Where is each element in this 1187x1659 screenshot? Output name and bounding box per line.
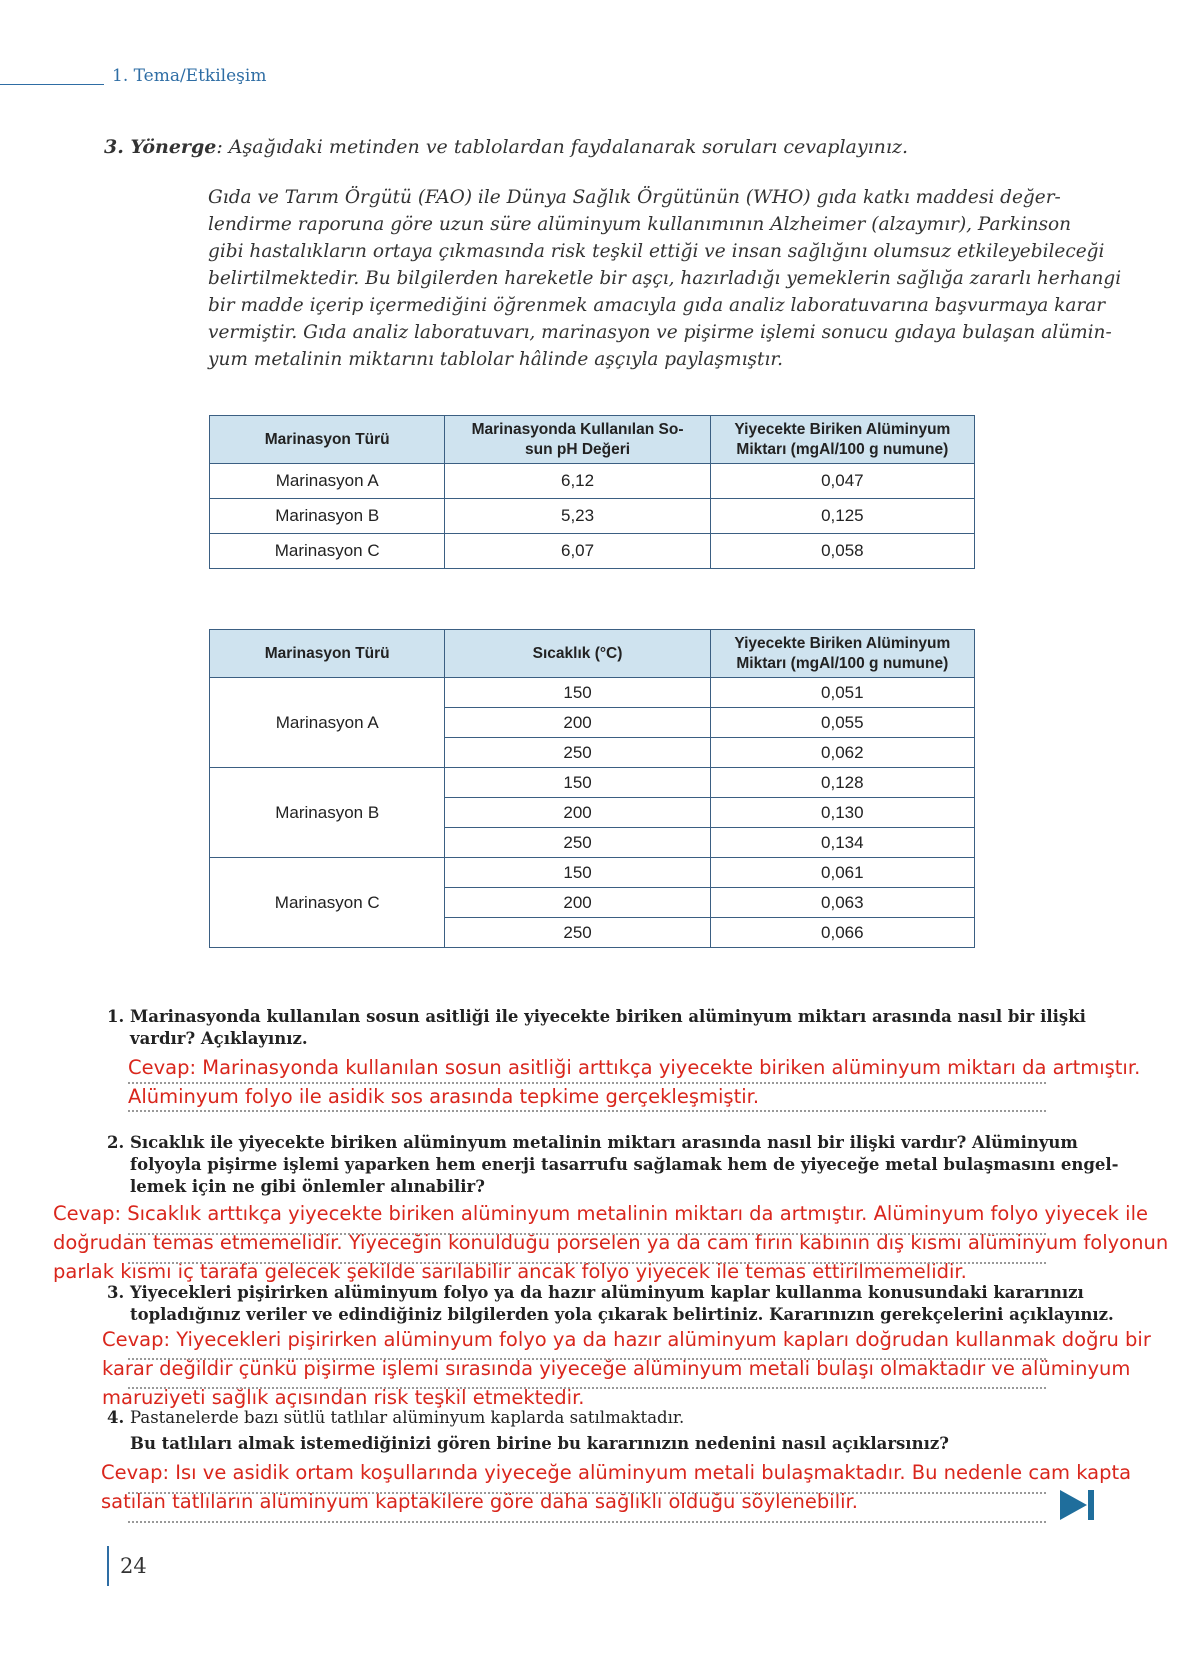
question-text (130, 1006, 1086, 1050)
table-cell: 200 (445, 708, 710, 738)
answer-line: maruziyeti sağlık açısından risk teşkil etmektedir. (102, 1386, 585, 1409)
question-line: Pastanelerde bazı sütlü tatlılar alüminyum kaplarda satılmaktadır. (130, 1408, 685, 1427)
passage-line: lendirme raporuna göre uzun süre alüminyum kullanımının Alzheimer (alzaymır), Parkinson (208, 214, 1071, 235)
header-rule (0, 84, 104, 85)
question-number: 4. (107, 1408, 125, 1427)
question-line: Sıcaklık ile yiyecekte biriken alüminyum metalinin miktarı arasında nasıl bir ilişki vardır? Alüminyum (130, 1133, 1078, 1152)
page-number: 24 (120, 1554, 147, 1578)
answer-dotted-line (128, 1492, 1046, 1494)
table-cell: 0,130 (710, 798, 974, 828)
table2-header-al: Yiyecekte Biriken Alüminyum Miktarı (mgAl/100 g numune) (710, 630, 974, 678)
answer-line: Cevap: Yiyecekleri pişirirken alüminyum folyo ya da hazır alüminyum kapları doğrudan kullanmak doğru bir (102, 1328, 1151, 1351)
table-cell: 0,061 (710, 858, 974, 888)
question-text (130, 1132, 1119, 1198)
answer-line: Cevap: Sıcaklık arttıkça yiyecekte biriken alüminyum metalinin miktarı da artmıştır. Alüminyum folyo yiyecek ile (53, 1202, 1148, 1225)
table-cell: Marinasyon A (210, 464, 445, 499)
answer-dotted-line (128, 1110, 1046, 1112)
question-line: lemek için ne gibi önlemler alınabilir? (130, 1177, 485, 1196)
table-cell: 0,128 (710, 768, 974, 798)
table-cell: 5,23 (445, 499, 710, 534)
passage-line: bir madde içerip içermediğini öğrenmek amacıyla gıda analiz laboratuvarına başvurmaya karar (208, 295, 1106, 316)
group-label: Marinasyon B (210, 768, 445, 858)
passage-line: yum metalinin miktarını tablolar hâlinde aşçıyla paylaşmıştır. (208, 349, 784, 370)
answer-dotted-line (128, 1387, 1046, 1389)
table-cell: 0,063 (710, 888, 974, 918)
answer-dotted-line (128, 1262, 1046, 1264)
table-cell: 6,12 (445, 464, 710, 499)
question-number: 3. (107, 1283, 125, 1302)
passage-line: gibi hastalıkların ortaya çıkmasında risk teşkil ettiği ve insan sağlığını olumsuz etkileyebileceği (208, 241, 1105, 262)
table-cell: Marinasyon B (210, 499, 445, 534)
answer-line: parlak kısmı iç tarafa gelecek şekilde sarılabilir ancak folyo yiyecek ile temas ettirilmemelidir. (53, 1260, 967, 1283)
table-row (210, 499, 975, 534)
table-cell: 250 (445, 918, 710, 948)
instruction-label: 3. Yönerge (104, 136, 217, 158)
table-cell: 0,058 (710, 534, 974, 569)
answer-line: doğrudan temas etmemelidir. Yiyeceğin konulduğu porselen ya da cam fırın kabının dış kısmı alüminyum folyonun (53, 1231, 1169, 1254)
table1-header-al: Yiyecekte Biriken Alüminyum Miktarı (mgAl/100 g numune) (710, 416, 974, 464)
table-cell: 0,125 (710, 499, 974, 534)
table-row (210, 768, 975, 798)
table-cell: 0,051 (710, 678, 974, 708)
answer-dotted-line (128, 1521, 1046, 1523)
passage-line: vermiştir. Gıda analiz laboratuvarı, marinasyon ve pişirme işlemi sonucu gıdaya bulaşan alümin- (208, 322, 1112, 343)
answer-line: Cevap: Isı ve asidik ortam koşullarında yiyeceğe alüminyum metali bulaşmaktadır. Bu nedenle cam kapta (101, 1461, 1132, 1484)
question-text (130, 1282, 1114, 1326)
table-cell: 0,055 (710, 708, 974, 738)
table-cell: 0,062 (710, 738, 974, 768)
answer-line: karar değildir çünkü pişirme işlemi sırasında yiyeceğe alüminyum metali bulaşı olmaktadır ve alüminyum (102, 1357, 1131, 1380)
table-cell: 0,047 (710, 464, 974, 499)
table-row (210, 534, 975, 569)
question-line: Marinasyonda kullanılan sosun asitliği ile yiyecekte biriken alüminyum miktarı arasında nasıl bir ilişki (130, 1007, 1086, 1026)
table-cell: 6,07 (445, 534, 710, 569)
answer-dotted-line (128, 1233, 1046, 1235)
table-cell: 200 (445, 888, 710, 918)
answer-text (101, 1458, 1131, 1516)
answer-text (102, 1325, 1151, 1412)
group-label: Marinasyon A (210, 678, 445, 768)
table-row (210, 464, 975, 499)
table-cell: 0,066 (710, 918, 974, 948)
answer-line: Cevap: Marinasyonda kullanılan sosun asitliği arttıkça yiyecekte biriken alüminyum miktarı da artmıştır. (128, 1056, 1141, 1079)
table-cell: 250 (445, 828, 710, 858)
question-number: 1. (107, 1007, 125, 1026)
answer-line: Alüminyum folyo ile asidik sos arasında tepkime gerçekleşmiştir. (128, 1085, 760, 1108)
table-cell: 0,134 (710, 828, 974, 858)
passage (208, 184, 1122, 373)
table1-header-ph: Marinasyonda Kullanılan So- sun pH Değeri (445, 416, 710, 464)
instruction (104, 136, 908, 158)
question-line: topladığınız veriler ve edindiğiniz bilgilerden yola çıkarak belirtiniz. Kararınızın gerekçelerini açıklayınız. (130, 1305, 1114, 1324)
question-text (130, 1407, 949, 1455)
answer-dotted-line (128, 1358, 1046, 1360)
answer-dotted-line (128, 1082, 1046, 1084)
table-cell: 250 (445, 738, 710, 768)
table-row (210, 858, 975, 888)
question-line: vardır? Açıklayınız. (130, 1029, 308, 1048)
table-row (210, 678, 975, 708)
table-cell: 150 (445, 858, 710, 888)
question-number: 2. (107, 1133, 125, 1152)
passage-line: belirtilmektedir. Bu bilgilerden hareketle bir aşçı, hazırladığı yemeklerin sağlığa zararlı herhangi (208, 268, 1122, 289)
table-cell: Marinasyon C (210, 534, 445, 569)
table2-header-temp: Sıcaklık (°C) (445, 630, 710, 678)
table2-header-type: Marinasyon Türü (210, 630, 445, 678)
answer-text (53, 1199, 1168, 1286)
question-line: folyoyla pişirme işlemi yaparken hem enerji tasarrufu sağlamak hem de yiyeceğe metal bulaşmasını engel- (130, 1155, 1119, 1174)
header-title: 1. Tema/Etkileşim (112, 66, 267, 86)
table-cell: 150 (445, 678, 710, 708)
group-label: Marinasyon C (210, 858, 445, 948)
temperature-table (209, 629, 975, 948)
question-line: Bu tatlıları almak istemediğinizi gören birine bu kararınızın nedenini nasıl açıklarsınız? (130, 1434, 949, 1453)
table-cell: 150 (445, 768, 710, 798)
instruction-text: : Aşağıdaki metinden ve tablolardan faydalanarak soruları cevaplayınız. (216, 136, 909, 158)
ph-table (209, 415, 975, 569)
page-number-rule (107, 1546, 109, 1586)
table-cell: 200 (445, 798, 710, 828)
passage-line: Gıda ve Tarım Örgütü (FAO) ile Dünya Sağlık Örgütünün (WHO) gıda katkı maddesi değer- (208, 187, 1061, 208)
next-end-icon[interactable] (1060, 1490, 1094, 1520)
answer-line: satılan tatlıların alüminyum kaptakilere göre daha sağlıklı olduğu söylenebilir. (101, 1490, 858, 1513)
table1-header-type: Marinasyon Türü (210, 416, 445, 464)
question-line: Yiyecekleri pişirirken alüminyum folyo ya da hazır alüminyum kaplar kullanma konusundaki kararınızı (130, 1283, 1084, 1302)
